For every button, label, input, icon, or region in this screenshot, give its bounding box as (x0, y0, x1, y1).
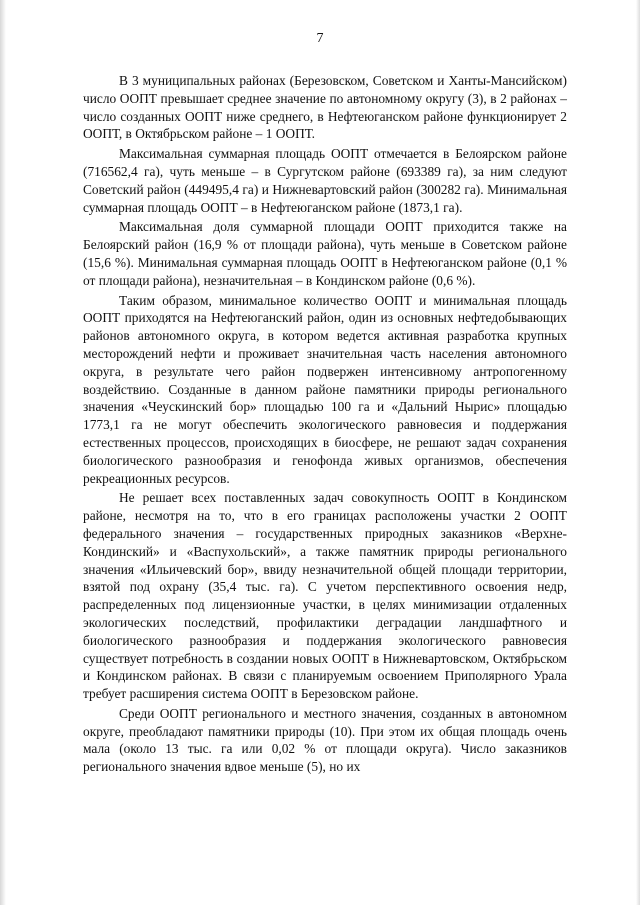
document-body (83, 72, 567, 778)
paragraph-1: В 3 муниципальных районах (Березовском, Советском и Ханты-Мансийском) число ООПТ превышает среднее значение по автономному округу (3), в 2 районах – число созданных ООПТ ниже среднего, в Нефтеюганском районе функционирует 2 ООПТ, в Октябрьском районе – 1 ООПТ. (83, 73, 567, 142)
paragraph-6: Среди ООПТ регионального и местного значения, созданных в автономном округе, преобладают памятники природы (10). При этом их общая площадь очень мала (около 13 тыс. га или 0,02 % от площади округа). Число заказников регионального значения вдвое меньше (5), но их (83, 705, 567, 775)
scan-edge-left (0, 0, 6, 905)
paragraph-3: Максимальная доля суммарной площади ООПТ приходится также на Белоярский район (16,9 % от площади района), чуть меньше в Советском районе (15,6 %). Минимальная суммарная площадь ООПТ в Нефтеюганском районе (0,1 % от площади района), незначительная – в Кондинском районе (0,6 %). (83, 219, 567, 288)
paragraph-4: Таким образом, минимальное количество ООПТ и минимальная площадь ООПТ приходятся на Нефтеюганский район, один из основных нефтедобывающих районов автономного округа, в котором ведется активная разработка крупных месторождений нефти и проживает значительная часть населения автономного округа, в результате чего район подвержен интенсивному антропогенному воздействию. Созданные в данном районе памятники природы регионального значения «Чеускинский бор» площадью 100 га и «Дальний Нырис» площадью 1773,1 га не могут обеспечить экологического равновесия и поддержания естественных процессов, происходящих в биосфере, не решают задач сохранения биологического разнообразия и генофонда живых организмов, обеспечения рекреационных ресурсов. (83, 292, 567, 486)
scan-edge-right (636, 0, 640, 905)
paragraph-5: Не решает всех поставленных задач совокупность ООПТ в Кондинском районе, несмотря на то, что в его границах расположены участки 2 ООПТ федерального значения – государственных природных заказников «Верхне-Кондинский» и «Васпухольский», а также памятник природы регионального значения «Ильичевский бор», ввиду незначительной общей площади территории, взятой под охрану (35,4 тыс. га). С учетом перспективного освоения недр, распределенных под лицензионные участки, в целях минимизации отдаленных экологических последствий, профилактики деградации ландшафтного и биологического разнообразия и поддержания экологического равновесия существует потребность в создании новых ООПТ в Нижневартовском, Октябрьском и Кондинском районах. В связи с планируемым освоением Приполярного Урала требует расширения система ООПТ в Березовском районе. (83, 490, 567, 702)
paragraph-2: Максимальная суммарная площадь ООПТ отмечается в Белоярском районе (716562,4 га), чуть меньше – в Сургутском районе (693389 га), за ним следуют Советский район (449495,4 га) и Нижневартовский район (300282 га). Минимальная суммарная площадь ООПТ – в Нефтеюганском районе (1873,1 га). (83, 146, 567, 215)
page-number: 7 (316, 31, 324, 46)
